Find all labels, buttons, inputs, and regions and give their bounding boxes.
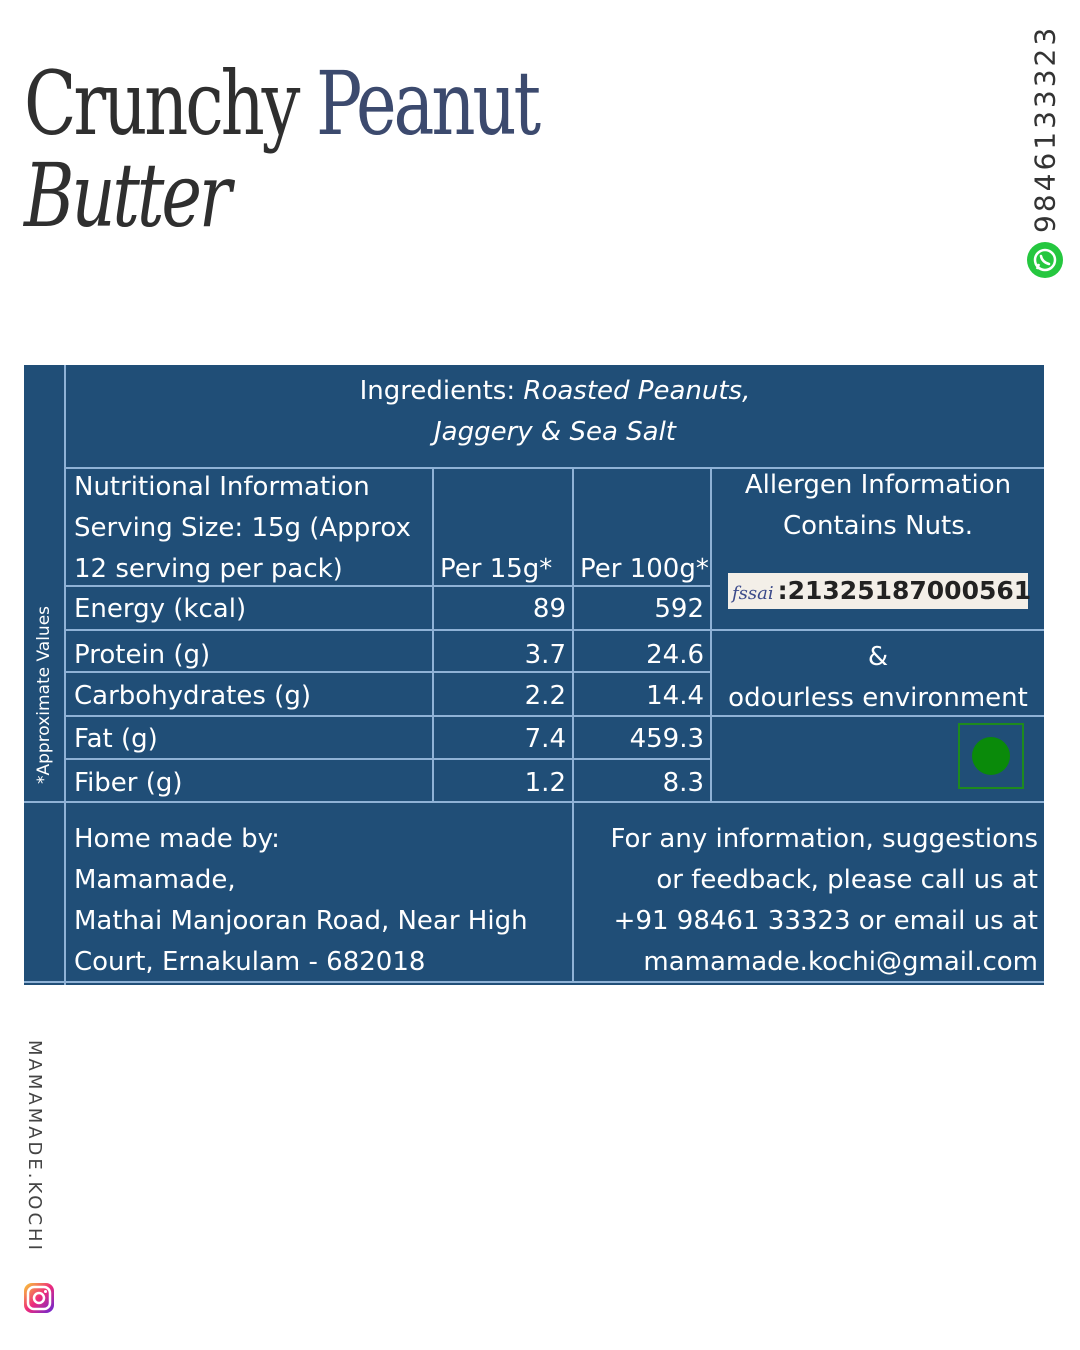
- maker-line-4: Court, Ernakulam - 682018: [74, 947, 426, 977]
- ingredients-line-1: [66, 371, 1044, 412]
- fssai-license: [728, 573, 1032, 609]
- instagram-handle: MAMAMADE.KOCHI: [24, 1040, 45, 1253]
- veg-mark-icon: [958, 723, 1024, 789]
- info-line-1: For any information, suggestions: [610, 824, 1038, 854]
- allergen-title: Allergen Information: [744, 470, 1012, 500]
- info-email[interactable]: mamamade.kochi@gmail.com: [643, 947, 1038, 977]
- info-line-3: +91 98461 33323 or email us at: [613, 906, 1038, 936]
- nutrient-name: Energy (kcal): [74, 594, 247, 624]
- nutrient-per100: 24.6: [646, 640, 704, 670]
- product-title: [24, 52, 538, 247]
- maker-line-1: Home made by:: [74, 824, 280, 854]
- nutrient-name: Protein (g): [74, 640, 211, 670]
- nutrition-header-1: Nutritional Information: [74, 472, 370, 502]
- veg-dot: [972, 737, 1010, 775]
- maker-line-3: Mathai Manjooran Road, Near High: [74, 906, 528, 936]
- nutrient-per100: 459.3: [629, 724, 704, 754]
- phone-number: 9846133323: [1028, 24, 1062, 233]
- fssai-number: :21325187000561: [777, 576, 1032, 605]
- nutrient-per15: 2.2: [524, 681, 566, 711]
- ingredients-text-1: Roasted Peanuts,: [523, 376, 751, 406]
- nutrient-per100: 592: [654, 594, 704, 624]
- instagram-icon: [24, 1283, 54, 1313]
- approximate-values-note: [24, 365, 64, 800]
- title-word-crunchy: Crunchy: [24, 52, 298, 155]
- phone-contact: [1020, 18, 1070, 280]
- nutrition-header-2: Serving Size: 15g (Approx: [74, 513, 411, 543]
- info-line-2: or feedback, please call us at: [656, 865, 1038, 895]
- maker-line-2: Mamamade,: [74, 865, 236, 895]
- nutrient-per15: 89: [532, 594, 566, 624]
- column-header-per15: Per 15g*: [440, 554, 553, 584]
- title-word-butter: Butter: [24, 144, 229, 247]
- column-header-per100: Per 100g*: [580, 554, 709, 584]
- allergen-contains: Contains Nuts.: [782, 511, 974, 541]
- label-panel: [24, 365, 1044, 985]
- nutrient-name: Fat (g): [74, 724, 158, 754]
- ingredients-line-2: [66, 412, 1044, 453]
- nutrient-per100: 14.4: [646, 681, 704, 711]
- side-note-text: *Approximate Values: [34, 605, 54, 785]
- nutrient-per100: 8.3: [662, 768, 704, 798]
- nutrition-header-3: 12 serving per pack): [74, 554, 343, 584]
- whatsapp-icon: [1027, 242, 1063, 278]
- divider: [64, 365, 66, 985]
- nutrient-per15: 1.2: [524, 768, 566, 798]
- storage-line-2: odourless environment: [728, 683, 1028, 713]
- storage-line-1: &: [867, 642, 889, 672]
- nutrient-name: Fiber (g): [74, 768, 183, 798]
- fssai-logo-icon: fssai: [732, 583, 774, 604]
- nutrient-name: Carbohydrates (g): [74, 681, 311, 711]
- ingredients-text-2: Jaggery & Sea Salt: [433, 417, 677, 447]
- nutrient-per15: 3.7: [524, 640, 566, 670]
- nutrient-per15: 7.4: [524, 724, 566, 754]
- ingredients-prefix: Ingredients:: [359, 376, 516, 406]
- title-word-peanut: Peanut: [316, 52, 538, 155]
